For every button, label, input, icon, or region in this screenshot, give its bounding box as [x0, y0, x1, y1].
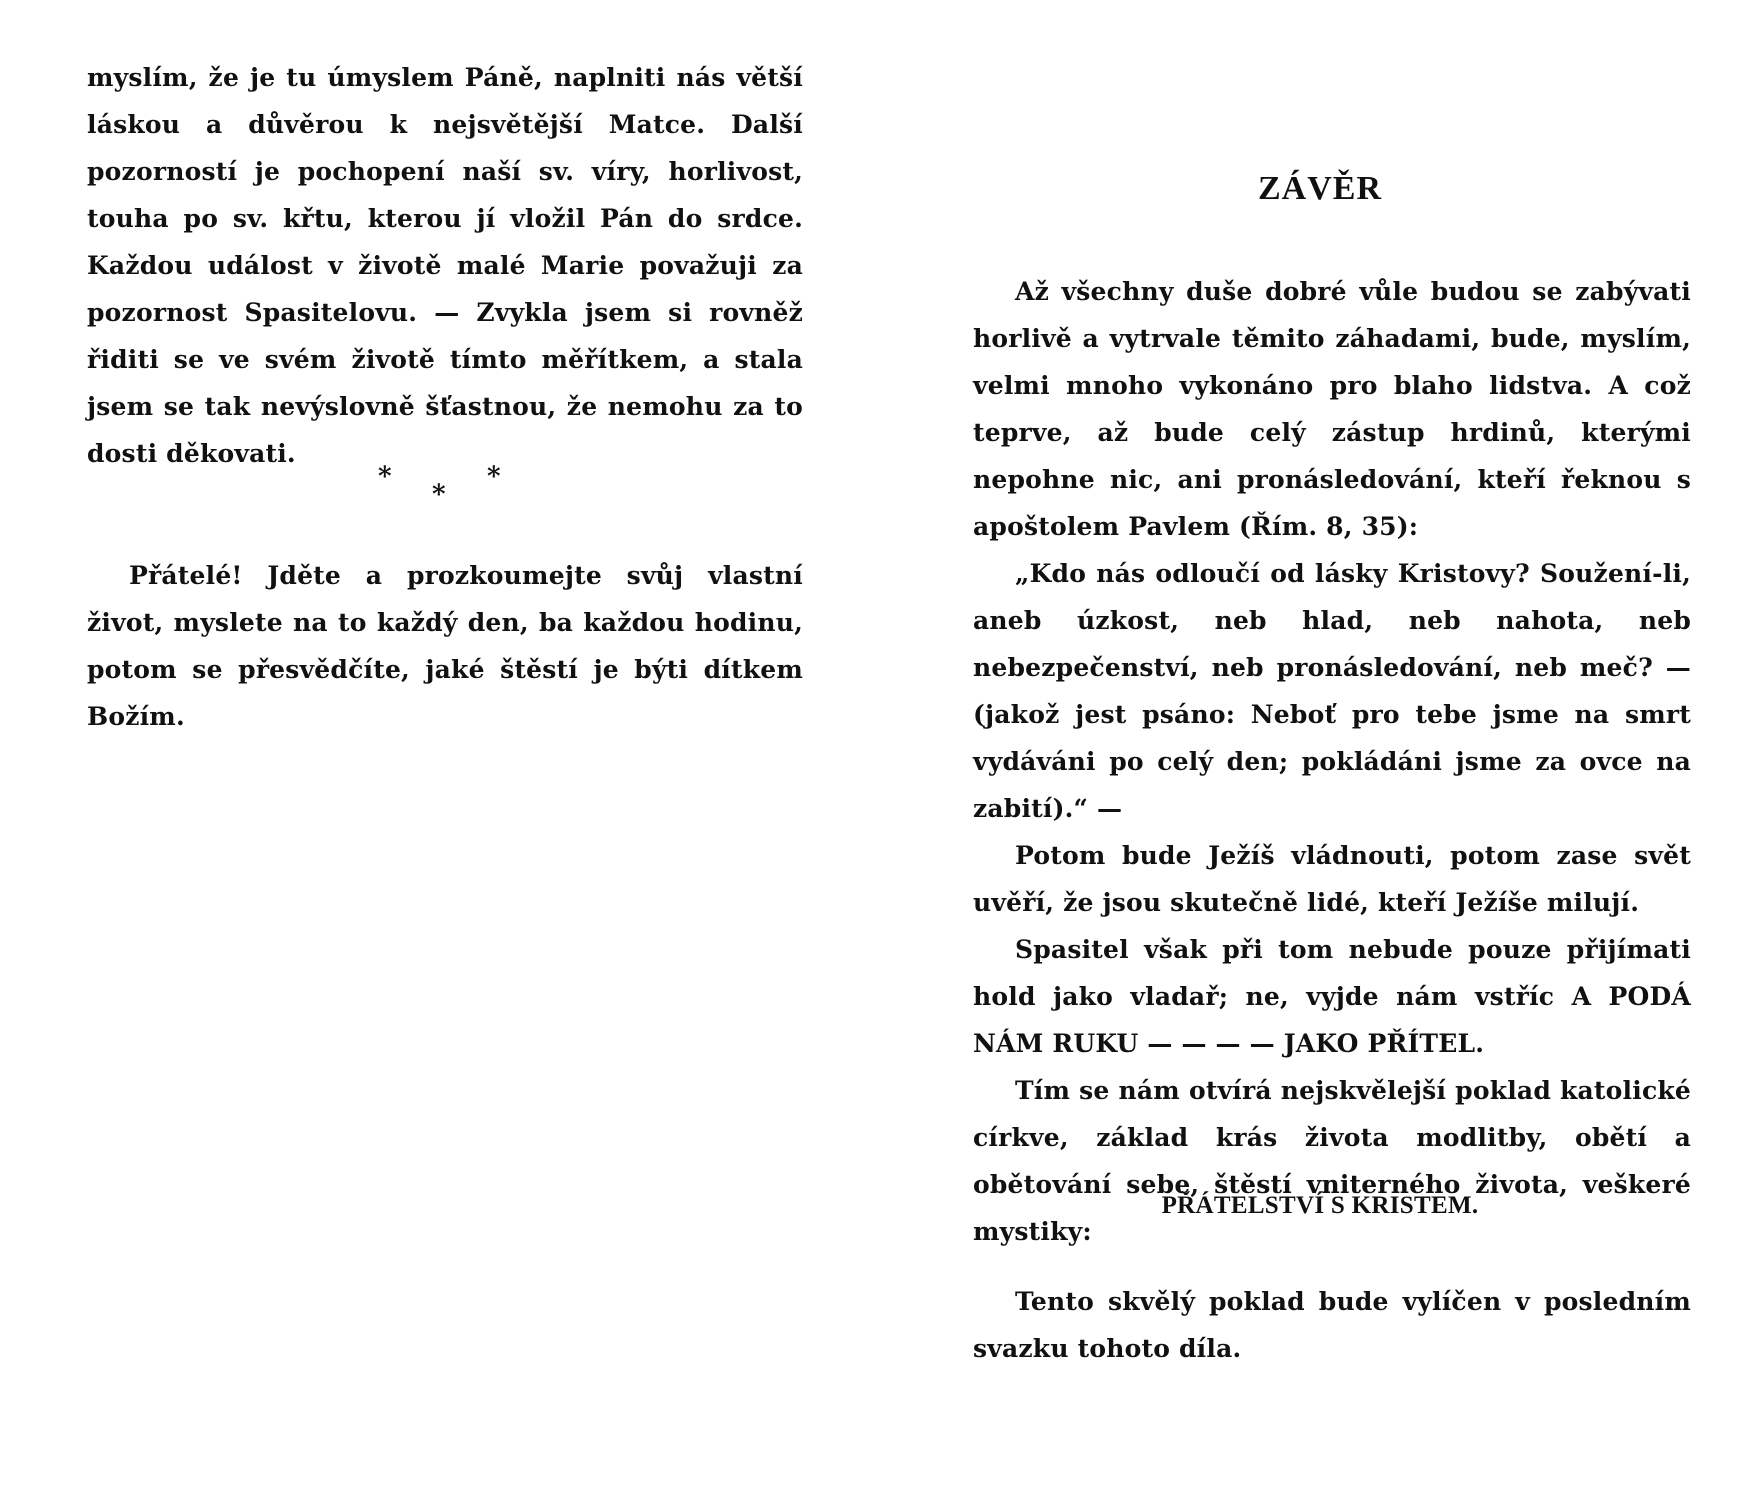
- right-paragraph-quote: „Kdo nás odloučí od lásky Kristovy? Soužení-li, aneb úzkost, neb hlad, neb nahota, neb nebezpečenství, neb pronásledování, neb meč? — (jakož jest psáno: Neboť pro tebe jsme na smrt vydáváni po celý den; pokládáni jsme za ovce na zabití).“ —: [973, 559, 1691, 823]
- friendship-heading: PŘÁTELSTVÍ S KRISTEM.: [1161, 1192, 1479, 1219]
- right-paragraph: Spasitel však při tom nebude pouze přijímati hold jako vladař; ne, vyjde nám vstříc A PODÁ NÁM RUKU — — — — JAKO PŘÍTEL.: [973, 935, 1691, 1058]
- right-page: [880, 0, 1760, 1500]
- right-closing-block: [973, 1278, 1691, 1372]
- left-paragraph-continued: myslím, že je tu úmyslem Páně, naplniti nás větší láskou a důvěrou k nejsvětější Matce. Další pozorností je pochopení naší sv. víry, horlivost, touha po sv. křtu, kterou jí vložil Pán do srdce. Každou událost v životě malé Marie považuji za pozornost Spasitelovu. — Zvykla jsem si rovněž řiditi se ve svém životě tímto měřítkem, a stala jsem se tak nevýslovně šťastnou, že nemohu za to dosti děkovati.: [87, 63, 803, 468]
- closing-paragraph: Tento skvělý poklad bude vylíčen v posledním svazku tohoto díla.: [973, 1287, 1691, 1363]
- right-text-block: [973, 268, 1691, 1255]
- left-paragraph-friends: Přátelé! Jděte a prozkoumejte svůj vlastní život, myslete na to každý den, ba každou hodinu, potom se přesvědčíte, jaké štěstí je býti dítkem Božím.: [87, 561, 803, 731]
- right-paragraph: Tím se nám otvírá nejskvělejší poklad katolické církve, základ krás života modlitby, obětí a obětování sebe, štěstí vniterného života, veškeré mystiky:: [973, 1076, 1691, 1246]
- right-paragraph: Až všechny duše dobré vůle budou se zabývati horlivě a vytrvale těmito záhadami, bude, myslím, velmi mnoho vykonáno pro blaho lidstva. A což teprve, až bude celý zástup hrdinů, kterými nepohne nic, ani pronásledování, kteří řeknou s apoštolem Pavlem (Řím. 8, 35):: [973, 277, 1691, 541]
- asterisk: *: [378, 462, 392, 492]
- asterisk: *: [432, 480, 446, 510]
- chapter-title: ZÁVĚR: [1257, 170, 1383, 207]
- left-final-text-block: [87, 552, 803, 740]
- asterisk: *: [487, 462, 501, 492]
- section-break-asterisks: [370, 462, 510, 522]
- right-paragraph: Potom bude Ježíš vládnouti, potom zase svět uvěří, že jsou skutečně lidé, kteří Ježíše milují.: [973, 841, 1691, 917]
- left-text-block: [87, 54, 803, 477]
